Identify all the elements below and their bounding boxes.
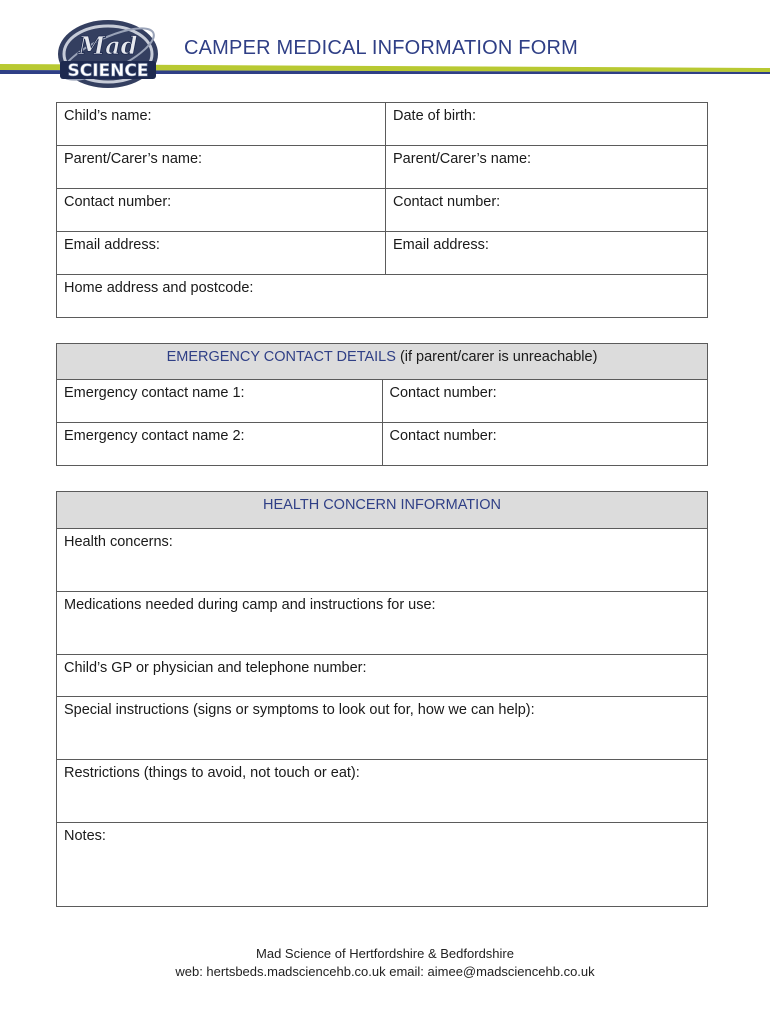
home-address-field[interactable]: Home address and postcode: <box>57 275 708 318</box>
parent-name-field-2[interactable]: Parent/Carer’s name: <box>386 146 708 189</box>
child-details-table <box>56 102 708 318</box>
health-heading-text: HEALTH CONCERN INFORMATION <box>263 497 501 513</box>
special-instructions-field[interactable]: Special instructions (signs or symptoms to look out for, how we can help): <box>57 697 708 760</box>
contact-number-field-1[interactable]: Contact number: <box>57 189 386 232</box>
emergency-heading-accent: EMERGENCY CONTACT DETAILS <box>166 349 396 365</box>
email-field-2[interactable]: Email address: <box>386 232 708 275</box>
contact-number-field-2[interactable]: Contact number: <box>386 189 708 232</box>
notes-field[interactable]: Notes: <box>57 823 708 907</box>
svg-text:Mad: Mad <box>78 31 138 60</box>
footer-org: Mad Science of Hertfordshire & Bedfordshire <box>256 946 514 961</box>
emergency-contact-field-1[interactable]: Contact number: <box>382 380 708 423</box>
svg-text:SCIENCE: SCIENCE <box>67 61 149 81</box>
emergency-heading-note: (if parent/carer is unreachable) <box>395 349 598 365</box>
health-concerns-field[interactable]: Health concerns: <box>57 529 708 592</box>
emergency-contact-table <box>56 343 708 466</box>
emergency-contact-field-2[interactable]: Contact number: <box>382 423 708 466</box>
health-heading <box>57 492 708 529</box>
date-of-birth-field[interactable]: Date of birth: <box>386 103 708 146</box>
medications-field[interactable]: Medications needed during camp and instructions for use: <box>57 592 708 655</box>
gp-field[interactable]: Child’s GP or physician and telephone number: <box>57 655 708 697</box>
parent-name-field-1[interactable]: Parent/Carer’s name: <box>57 146 386 189</box>
emergency-heading <box>57 344 708 380</box>
restrictions-field[interactable]: Restrictions (things to avoid, not touch or eat): <box>57 760 708 823</box>
health-concern-table <box>56 491 708 907</box>
emergency-name-field-1[interactable]: Emergency contact name 1: <box>57 380 383 423</box>
emergency-name-field-2[interactable]: Emergency contact name 2: <box>57 423 383 466</box>
childs-name-field[interactable]: Child’s name: <box>57 103 386 146</box>
mad-science-logo <box>52 14 164 92</box>
email-field-1[interactable]: Email address: <box>57 232 386 275</box>
footer-contact: web: hertsbeds.madsciencehb.co.uk email: aimee@madsciencehb.co.uk <box>175 964 595 979</box>
page-title: CAMPER MEDICAL INFORMATION FORM <box>184 37 578 59</box>
